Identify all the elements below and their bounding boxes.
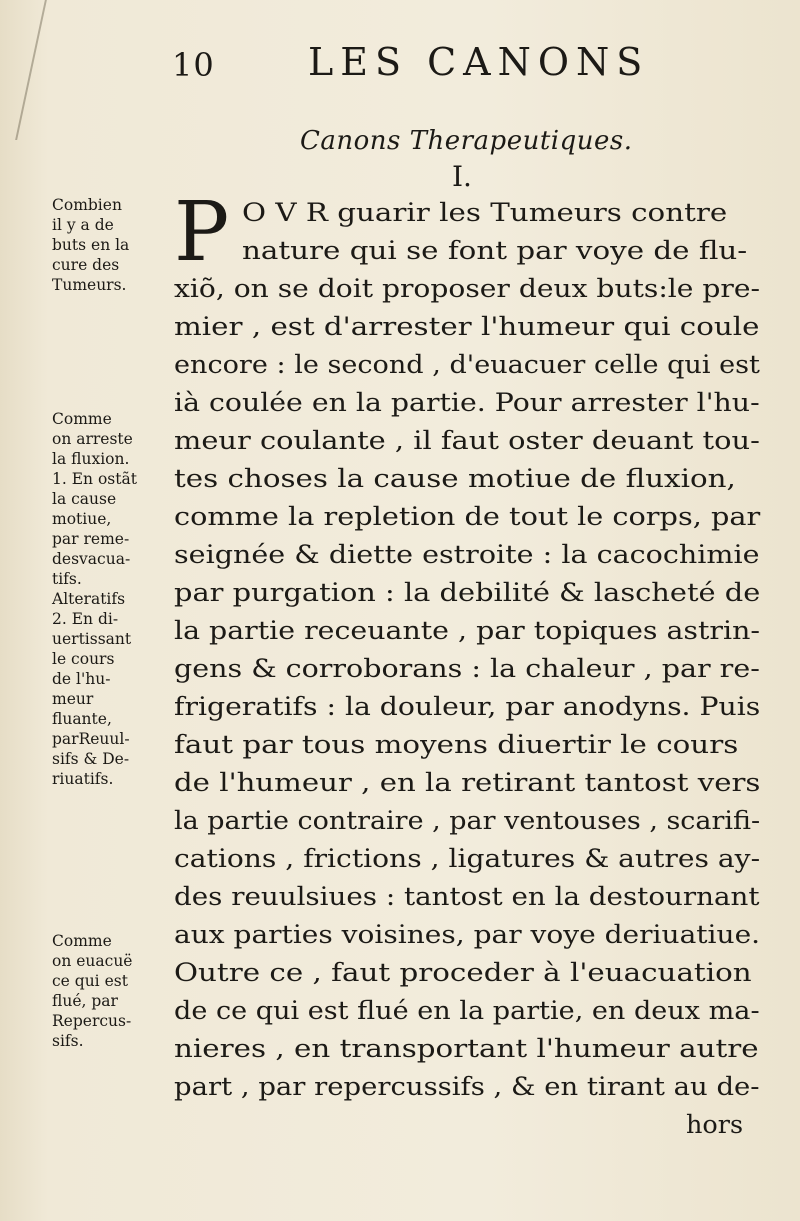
text-line: tes choses la cause motiue de fluxion, xyxy=(174,464,736,494)
running-title: LES CANONS xyxy=(308,40,650,84)
text-line: gens & corroborans : la chaleur , par re- xyxy=(174,654,760,684)
text-line: des reuulsiues : tantost en la destournant xyxy=(174,882,760,912)
text-line: encore : le second , d'euacuer celle qui est xyxy=(174,350,760,380)
text-line: cations , frictions , ligatures & autres ay- xyxy=(174,844,761,874)
text-line: xiõ, on se doit proposer deux buts:le pre- xyxy=(174,274,761,304)
text-line: mier , est d'arrester l'humeur qui coule xyxy=(174,312,760,342)
text-line: nieres , en transportant l'humeur autre xyxy=(174,1034,759,1064)
text-line: meur coulante , il faut oster deuant tou- xyxy=(174,426,760,456)
margin-note-line: on euacuë xyxy=(52,952,133,970)
page-header xyxy=(0,40,800,90)
text-line: par purgation : la debilité & lascheté de xyxy=(174,578,761,608)
text-line: de l'humeur , en la retirant tantost vers xyxy=(174,768,761,798)
section-title: Canons Therapeutiques. xyxy=(300,126,633,156)
catchword: hors xyxy=(686,1110,744,1140)
margin-note-line: parReuul- xyxy=(52,730,130,748)
text-line: de ce qui est flué en la partie, en deux ma- xyxy=(174,996,760,1026)
text-line: la partie contraire , par ventouses , scarifi- xyxy=(174,806,761,836)
margin-note-line: desvacua- xyxy=(52,550,131,568)
margin-note-fluxion xyxy=(52,409,172,789)
text-line: frigeratifs : la douleur, par anodyns. Puis xyxy=(174,692,761,722)
margin-note-line: la cause xyxy=(52,490,117,508)
margin-note-line: sifs. xyxy=(52,1032,84,1050)
margin-note-line: on arreste xyxy=(52,430,133,448)
margin-note-line: le cours xyxy=(52,650,115,668)
margin-note-line: Repercus- xyxy=(52,1012,132,1030)
margin-note-line: Comme xyxy=(52,410,112,428)
margin-note-line: il y a de xyxy=(52,216,114,234)
margin-note-line: Combien xyxy=(52,196,122,214)
margin-note-line: sifs & De- xyxy=(52,750,130,768)
canon-number: I. xyxy=(452,160,472,193)
text-line: part , par repercussifs , & en tirant au de- xyxy=(174,1072,760,1102)
text-line: Outre ce , faut proceder à l'euacuation xyxy=(174,958,752,988)
text-line: comme la repletion de tout le corps, par xyxy=(174,502,761,532)
margin-note-line: tifs. xyxy=(52,570,82,588)
margin-note-line: Tumeurs. xyxy=(52,276,127,294)
text-line: ià coulée en la partie. Pour arrester l'hu- xyxy=(174,388,760,418)
margin-note-line: Comme xyxy=(52,932,112,950)
margin-note-line: 1. En ostãt xyxy=(52,470,137,488)
text-line: la partie receuante , par topiques astrin- xyxy=(174,616,760,646)
margin-note-repercussifs xyxy=(52,931,172,1051)
text-line: aux parties voisines, par voye deriuatiue. xyxy=(174,920,761,950)
margin-note-buts xyxy=(52,195,172,295)
margin-note-line: fluante, xyxy=(52,710,112,728)
margin-note-line: uertissant xyxy=(52,630,132,648)
drop-cap: P xyxy=(174,185,230,280)
text-line: faut par tous moyens diuertir le cours xyxy=(174,730,739,760)
margin-note-line: motiue, xyxy=(52,510,112,528)
text-line: O V R guarir les Tumeurs contre xyxy=(242,198,728,228)
margin-note-line: ce qui est xyxy=(52,972,128,990)
page-number: 10 xyxy=(172,46,215,84)
margin-note-line: meur xyxy=(52,690,94,708)
margin-note-line: 2. En di- xyxy=(52,610,119,628)
margin-note-line: de l'hu- xyxy=(52,670,111,688)
margin-note-line: Alteratifs xyxy=(52,590,126,608)
margin-note-line: flué, par xyxy=(52,992,118,1010)
text-line: seignée & diette estroite : la cacochimie xyxy=(174,540,760,570)
text-line: nature qui se font par voye de flu- xyxy=(242,236,748,266)
margin-note-line: riuatifs. xyxy=(52,770,114,788)
margin-note-line: cure des xyxy=(52,256,120,274)
margin-note-line: buts en la xyxy=(52,236,130,254)
margin-note-line: par reme- xyxy=(52,530,130,548)
margin-note-line: la fluxion. xyxy=(52,450,130,468)
